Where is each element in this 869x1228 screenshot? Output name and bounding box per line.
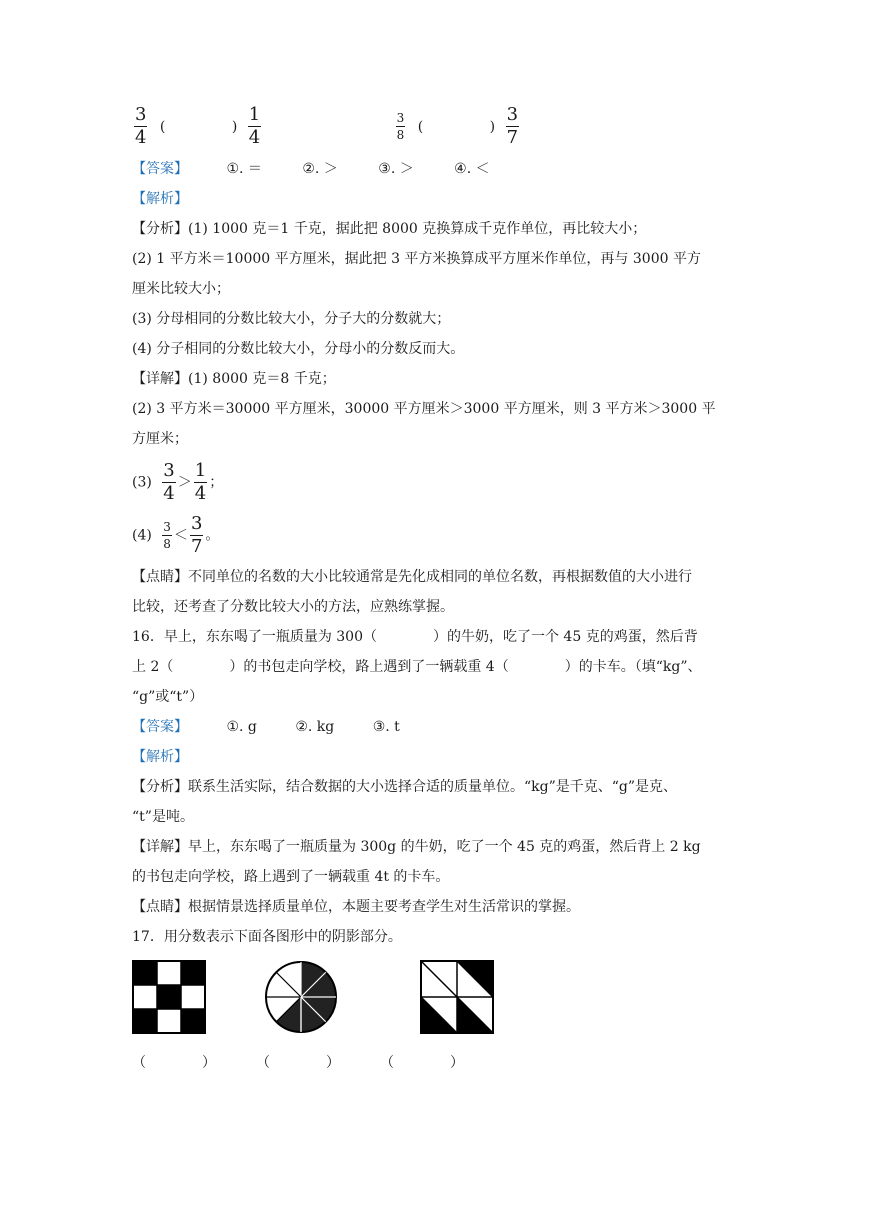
- q15-dianjing-b: 比较，还考查了分数比较大小的方法，应熟练掌握。: [132, 599, 454, 615]
- q17-blank-3: （ ）: [380, 1055, 464, 1071]
- item-label: (3): [132, 474, 152, 491]
- triangle-figure: [420, 960, 494, 1034]
- fraction-compare-row: [132, 106, 521, 147]
- q16-fenxi-b: “t”是吨。: [132, 809, 194, 825]
- fraction-1-4: $\frac{1}{4}$: [248, 104, 261, 148]
- q16-dianjing: [132, 897, 580, 917]
- answer-3: ③. t: [372, 719, 400, 735]
- q16-question-c: “g”或“t”）: [132, 689, 204, 705]
- punct: ；: [209, 474, 224, 491]
- q16-question-b: 上 2（ ）的书包走向学校，路上遇到了一辆载重 4（ ）的卡车。（填“kg”、: [132, 659, 702, 675]
- q15-xiangjie-2a: (2) 3 平方米＝30000 平方厘米，30000 平方厘米＞3000 平方厘米，则 3 平方米＞3000 平: [132, 401, 716, 417]
- q15-fenxi-4: (4) 分子相同的分数比较大小，分母小的分数反而大。: [132, 341, 465, 357]
- paren-close: ): [489, 118, 496, 135]
- q15-fenxi-2a: (2) 1 平方米＝10000 平方厘米，据此把 3 平方米换算成平方厘米作单位，再与 3000 平方: [132, 251, 701, 267]
- fraction-1-4: $\frac{1}{4}$: [194, 460, 207, 504]
- fenxi-text: 联系生活实际，结合数据的大小选择合适的质量单位。“kg”是千克、“g”是克、: [188, 779, 678, 795]
- fraction-3-8: $\frac{3}{8}$: [163, 520, 171, 551]
- q15-analysis-tag: 【解析】: [132, 191, 188, 207]
- paren-close: ): [231, 118, 238, 135]
- fraction-3-7: $\frac{3}{7}$: [190, 513, 203, 557]
- q17-blank-1: （ ）: [132, 1055, 216, 1071]
- fraction-3-8: $\frac{3}{8}$: [396, 111, 405, 142]
- q16-xiangjie-b: 的书包走向学校，路上遇到了一辆载重 4t 的卡车。: [132, 869, 450, 885]
- q17-blank-2: （ ）: [256, 1055, 340, 1071]
- q15-xiangjie-4: [132, 515, 219, 556]
- xiangjie-text: 早上，东东喝了一瓶质量为 300g 的牛奶，吃了一个 45 克的鸡蛋，然后背上 2 kg: [188, 839, 701, 855]
- answer-2: ②. kg: [295, 719, 335, 735]
- item-label: (4): [132, 527, 152, 544]
- fraction-3-4: $\frac{3}{4}$: [163, 460, 175, 504]
- q16-answer: [132, 717, 400, 737]
- fenxi-tag: 【分析】: [132, 779, 188, 795]
- dianjing-text: 不同单位的名数的大小比较通常是先化成相同的单位名数，再根据数值的大小进行: [188, 569, 692, 585]
- fraction-3-4: $\frac{3}{4}$: [135, 104, 147, 148]
- q16-question-a: 16．早上，东东喝了一瓶质量为 300（ ）的牛奶，吃了一个 45 克的鸡蛋，然后背: [132, 629, 698, 645]
- q16-analysis-tag: 【解析】: [132, 749, 188, 765]
- xiangjie-tag: 【详解】: [132, 371, 188, 387]
- q15-xiangjie-1: [132, 369, 336, 389]
- grid-cell-shaded: [181, 961, 205, 985]
- answer-tag: 【答案】: [132, 161, 188, 177]
- answer-1: ①. g: [226, 719, 257, 735]
- grid-cell-shaded: [157, 985, 181, 1009]
- fenxi-text: (1) 1000 克＝1 千克，据此把 8000 克换算成千克作单位，再比较大小；: [188, 221, 647, 237]
- compare-op: ＞: [177, 474, 192, 491]
- answer-3: ③. ＞: [378, 161, 414, 177]
- q15-xiangjie-3: [132, 462, 223, 503]
- q16-xiangjie-a: [132, 837, 701, 857]
- q17-question: 17．用分数表示下面各图形中的阴影部分。: [132, 929, 402, 945]
- q15-xiangjie-2b: 方厘米；: [132, 431, 188, 447]
- grid-cell-shaded: [181, 1009, 205, 1033]
- answer-tag: 【答案】: [132, 719, 188, 735]
- fraction-3-7: $\frac{3}{7}$: [506, 104, 519, 148]
- dianjing-tag: 【点睛】: [132, 569, 188, 585]
- answer-2: ②. ＞: [302, 161, 338, 177]
- answer-4: ④. ＜: [454, 161, 490, 177]
- dianjing-tag: 【点睛】: [132, 899, 188, 915]
- q15-answer: [132, 159, 490, 179]
- q15-fenxi-2b: 厘米比较大小；: [132, 281, 230, 297]
- punct: 。: [205, 527, 220, 544]
- circle-figure: [264, 960, 338, 1034]
- grid-cell-shaded: [133, 961, 157, 985]
- answer-1: ①. ＝: [226, 161, 262, 177]
- q15-fenxi-3: (3) 分母相同的分数比较大小，分子大的分数就大；: [132, 311, 451, 327]
- q15-fenxi-1: [132, 219, 646, 239]
- fenxi-tag: 【分析】: [132, 221, 188, 237]
- xiangjie-text: (1) 8000 克＝8 千克；: [188, 371, 336, 387]
- paren-open: (: [417, 118, 424, 135]
- grid-figure: [132, 960, 206, 1034]
- circle-sector-shaded: [276, 997, 301, 1032]
- compare-op: ＜: [173, 527, 188, 544]
- xiangjie-tag: 【详解】: [132, 839, 188, 855]
- q16-fenxi-a: [132, 777, 677, 797]
- q15-dianjing-a: [132, 567, 692, 587]
- paren-open: (: [159, 118, 166, 135]
- dianjing-text: 根据情景选择质量单位，本题主要考查学生对生活常识的掌握。: [188, 899, 580, 915]
- grid-cell-shaded: [133, 1009, 157, 1033]
